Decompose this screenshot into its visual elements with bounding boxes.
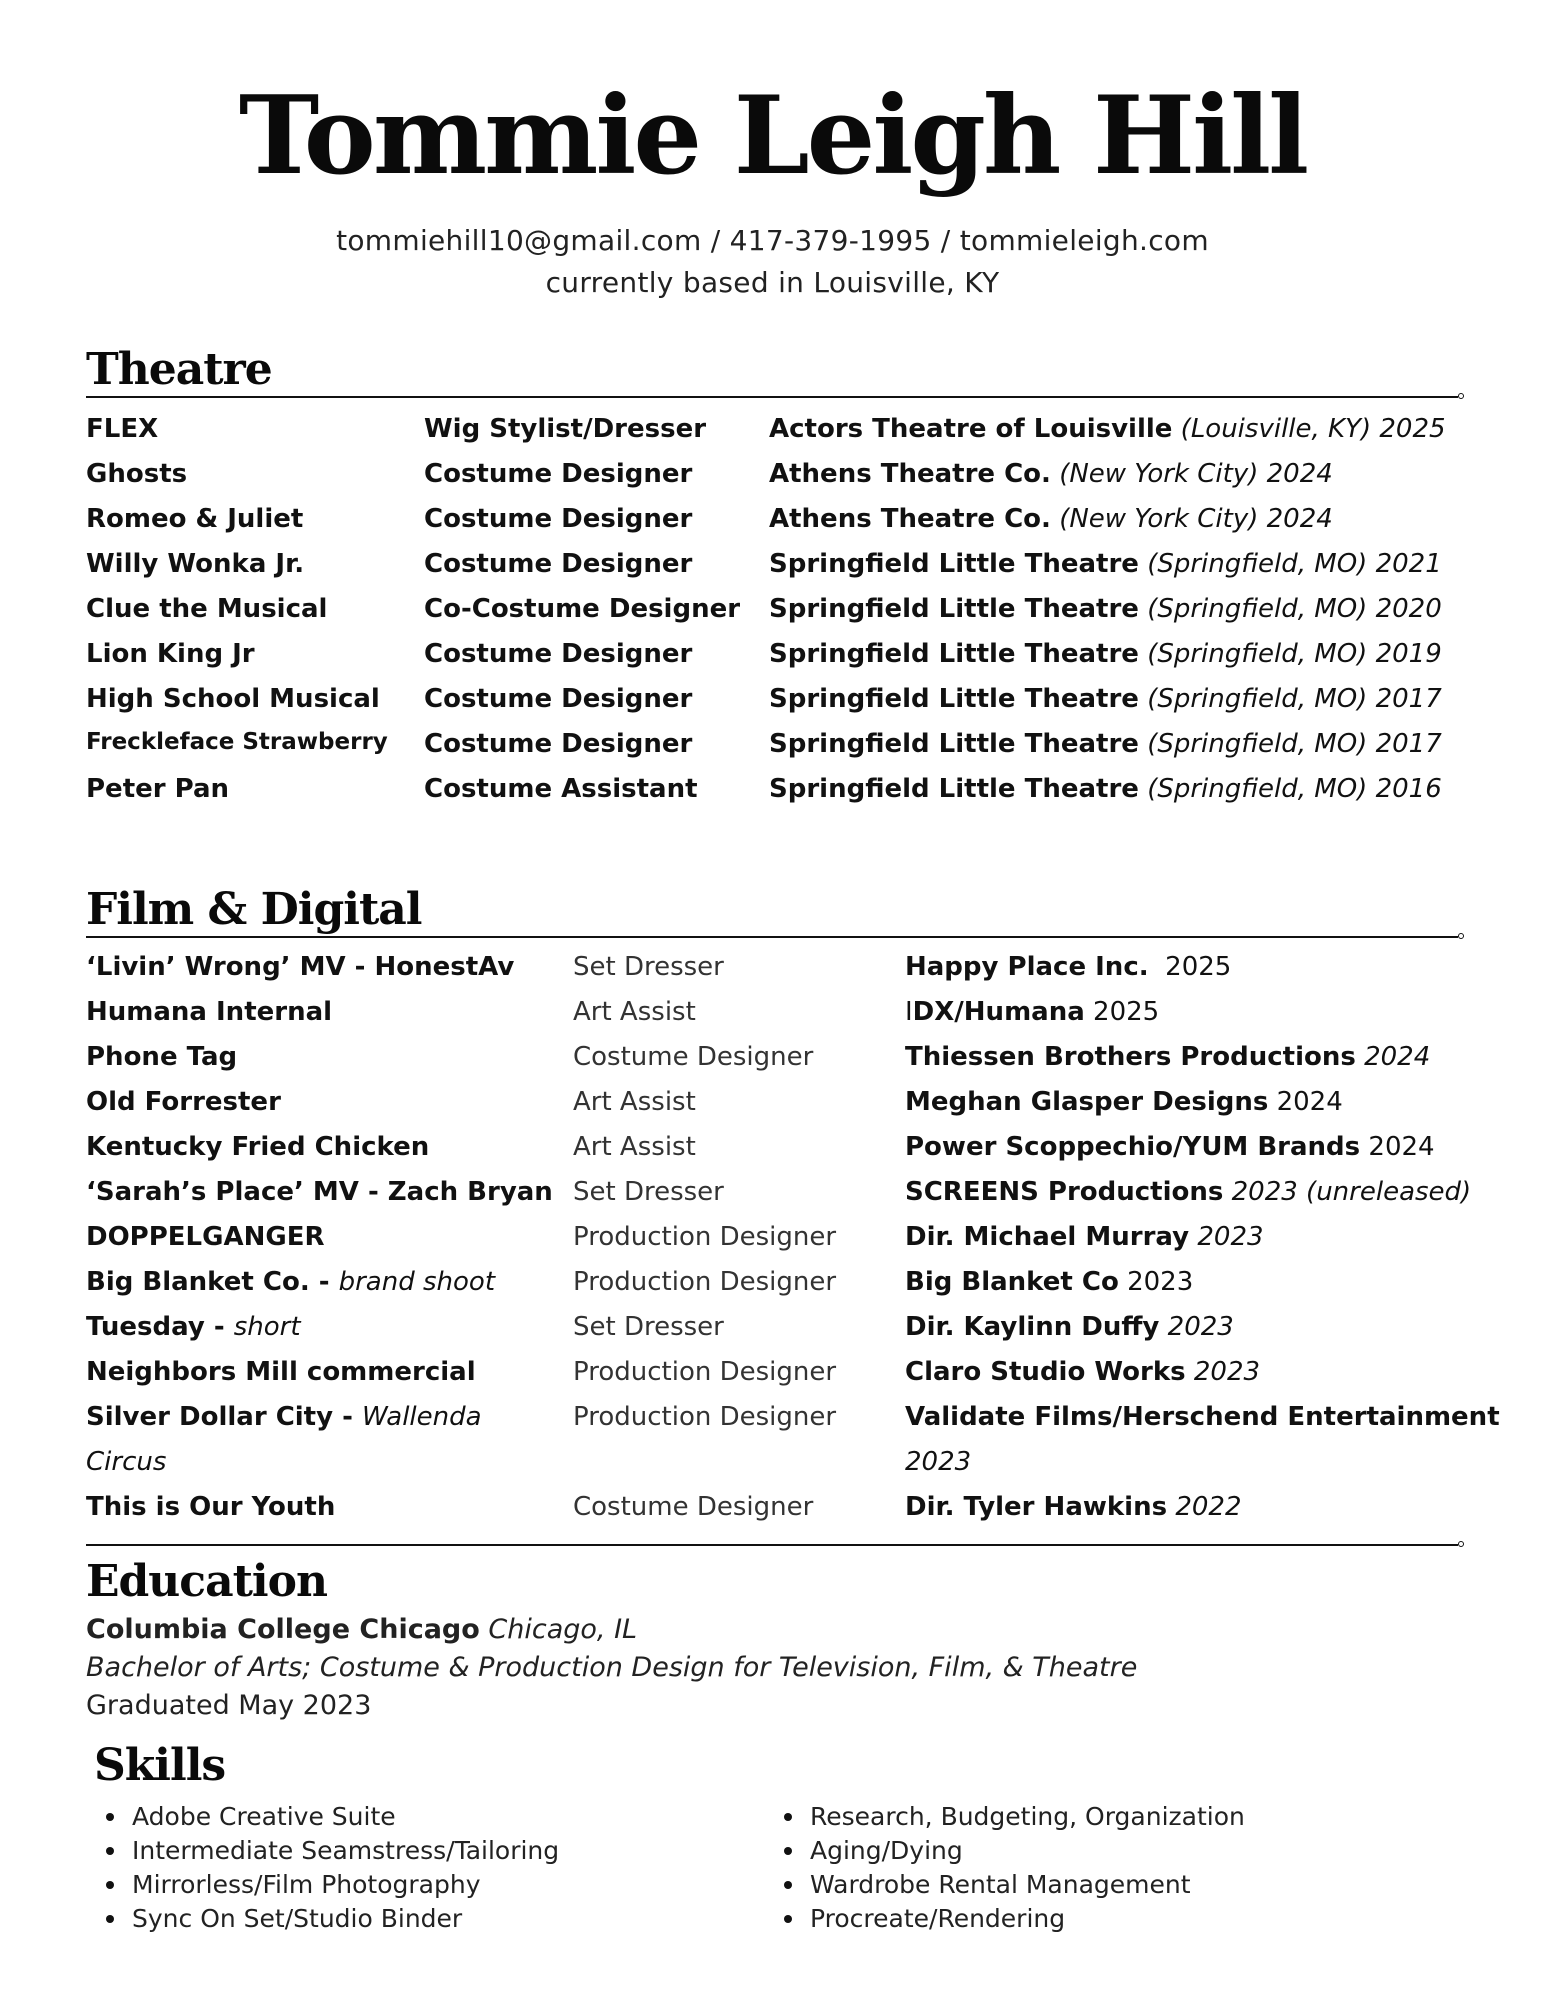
film-heading: Film & Digital <box>86 884 422 935</box>
company: DX/Humana <box>912 997 1085 1027</box>
role: Set Dresser <box>573 1177 724 1207</box>
company: SCREENS Productions <box>905 1177 1224 1207</box>
project-title <box>86 1402 482 1432</box>
role: Costume Designer <box>424 549 693 579</box>
year: 2024 <box>1368 1132 1435 1162</box>
year: 2025 <box>1165 952 1232 982</box>
show-title: Willy Wonka Jr. <box>86 549 305 579</box>
project-title <box>86 1312 301 1342</box>
role: Co-Costume Designer <box>424 594 741 624</box>
year: 2023 <box>1127 1267 1194 1297</box>
location-year: (Springfield, MO) 2021 <box>1147 549 1442 579</box>
theatre-divider <box>86 396 1458 398</box>
degree-text: Bachelor of Arts; Costume & Production Design for Television, Film, & Theatre <box>86 1652 1138 1683</box>
company-detail <box>769 414 1446 444</box>
company-detail <box>769 774 1442 804</box>
location-year: (Springfield, MO) 2017 <box>1147 684 1442 714</box>
contact-line: tommiehill10@gmail.com / 417-379-1995 / tommieleigh.com <box>336 224 1209 257</box>
year: 2024 <box>1364 1042 1431 1072</box>
project-title: ‘Livin’ Wrong’ MV - HonestAv <box>86 952 515 982</box>
year: 2022 <box>1175 1492 1242 1522</box>
role: Set Dresser <box>573 1312 724 1342</box>
role: Production Designer <box>573 1267 837 1297</box>
skills-heading: Skills <box>94 1740 226 1791</box>
show-title: Lion King Jr <box>86 639 255 669</box>
show-title: Ghosts <box>86 459 188 489</box>
company: Springfield Little Theatre <box>769 684 1139 714</box>
project-title <box>86 1267 495 1297</box>
company-detail <box>905 1267 1193 1297</box>
role: Wig Stylist/Dresser <box>424 414 707 444</box>
role: Production Designer <box>573 1402 837 1432</box>
company: Springfield Little Theatre <box>769 549 1139 579</box>
location-year: (New York City) 2024 <box>1059 504 1333 534</box>
education-graduated: Graduated May 2023 <box>86 1690 372 1721</box>
company-detail <box>769 459 1333 489</box>
year: 2023 <box>1193 1357 1261 1387</box>
school-location: Chicago, IL <box>488 1614 638 1645</box>
year-continued <box>905 1447 971 1477</box>
company: Athens Theatre Co. <box>769 504 1051 534</box>
location-year: (Springfield, MO) 2016 <box>1147 774 1442 804</box>
skills-list-right <box>774 1800 1245 1936</box>
title-note: Wallenda <box>361 1402 482 1432</box>
project-title-continued <box>86 1447 166 1477</box>
role: Art Assist <box>573 1087 696 1117</box>
role: Production Designer <box>573 1357 837 1387</box>
project-title: Neighbors Mill commercial <box>86 1357 476 1387</box>
project-title: Old Forrester <box>86 1087 281 1117</box>
company-detail <box>905 1042 1430 1072</box>
role: Costume Designer <box>424 639 693 669</box>
skill-item: Mirrorless/Film Photography <box>96 1868 559 1902</box>
show-title: FLEX <box>86 414 159 444</box>
location-year: (Springfield, MO) 2019 <box>1147 639 1442 669</box>
company: Claro Studio Works <box>905 1357 1186 1387</box>
education-school-line <box>86 1614 637 1645</box>
show-title: Romeo & Juliet <box>86 504 304 534</box>
company: Dir. Tyler Hawkins <box>905 1492 1168 1522</box>
company-detail <box>769 549 1442 579</box>
role: Costume Designer <box>424 459 693 489</box>
company-detail <box>769 729 1442 759</box>
year: 2025 <box>1093 997 1160 1027</box>
company-prefix: I <box>905 997 913 1027</box>
company: Springfield Little Theatre <box>769 774 1139 804</box>
skills-list-left <box>96 1800 559 1936</box>
company-detail <box>769 639 1442 669</box>
company-detail <box>905 1492 1242 1522</box>
title-note: brand shoot <box>338 1267 496 1297</box>
skill-item: Intermediate Seamstress/Tailoring <box>96 1834 559 1868</box>
role: Production Designer <box>573 1222 837 1252</box>
role: Set Dresser <box>573 952 724 982</box>
company: Thiessen Brothers Productions <box>905 1042 1356 1072</box>
year: 2024 <box>1276 1087 1343 1117</box>
project-title: Humana Internal <box>86 997 333 1027</box>
project-title: DOPPELGANGER <box>86 1222 325 1252</box>
location-year: (New York City) 2024 <box>1059 459 1333 489</box>
title-note-continued: Circus <box>86 1447 167 1477</box>
company-detail <box>905 1177 1471 1207</box>
company: Big Blanket Co <box>905 1267 1119 1297</box>
role: Costume Designer <box>573 1042 814 1072</box>
education-heading: Education <box>86 1556 327 1607</box>
skill-item: Research, Budgeting, Organization <box>774 1800 1245 1834</box>
company-detail <box>905 1222 1264 1252</box>
location-year: (Louisville, KY) 2025 <box>1180 414 1446 444</box>
title-note: short <box>233 1312 301 1342</box>
company-detail <box>905 1357 1260 1387</box>
role: Art Assist <box>573 1132 696 1162</box>
role: Costume Assistant <box>424 774 698 804</box>
show-title: Clue the Musical <box>86 594 328 624</box>
project-title: Phone Tag <box>86 1042 238 1072</box>
skill-item: Wardrobe Rental Management <box>774 1868 1245 1902</box>
title-main: Silver Dollar City - <box>86 1402 353 1432</box>
year: 2023 (unreleased) <box>1231 1177 1472 1207</box>
company: Springfield Little Theatre <box>769 729 1139 759</box>
company: Actors Theatre of Louisville <box>769 414 1173 444</box>
company: Springfield Little Theatre <box>769 639 1139 669</box>
project-title: This is Our Youth <box>86 1492 336 1522</box>
company: Meghan Glasper Designs <box>905 1087 1269 1117</box>
show-title: High School Musical <box>86 684 380 714</box>
year: 2023 <box>1167 1312 1234 1342</box>
role: Art Assist <box>573 997 696 1027</box>
year: 2023 <box>1197 1222 1264 1252</box>
skill-item: Procreate/Rendering <box>774 1902 1245 1936</box>
company: Dir. Michael Murray <box>905 1222 1190 1252</box>
year: 2023 <box>905 1447 972 1477</box>
company: Athens Theatre Co. <box>769 459 1051 489</box>
title-main: Big Blanket Co. - <box>86 1267 330 1297</box>
company: Dir. Kaylinn Duffy <box>905 1312 1160 1342</box>
role: Costume Designer <box>424 684 693 714</box>
show-title: Peter Pan <box>86 774 230 804</box>
film-divider <box>86 936 1458 938</box>
company-detail <box>905 1402 1500 1432</box>
school-name: Columbia College Chicago <box>86 1614 480 1645</box>
project-title: Kentucky Fried Chicken <box>86 1132 430 1162</box>
company: Power Scoppechio/YUM Brands <box>905 1132 1361 1162</box>
location-line: currently based in Louisville, KY <box>545 266 1000 299</box>
skill-item: Sync On Set/Studio Binder <box>96 1902 559 1936</box>
theatre-heading: Theatre <box>86 344 272 395</box>
location-year: (Springfield, MO) 2020 <box>1147 594 1442 624</box>
role: Costume Designer <box>573 1492 814 1522</box>
title-main: Tuesday - <box>86 1312 225 1342</box>
company: Validate Films/Herschend Entertainment <box>905 1402 1500 1432</box>
education-degree <box>86 1652 1137 1683</box>
company-detail <box>769 684 1442 714</box>
skill-item: Adobe Creative Suite <box>96 1800 559 1834</box>
company-detail <box>905 1087 1343 1117</box>
company-detail <box>769 594 1442 624</box>
company-detail <box>905 952 1231 982</box>
film-bottom-divider <box>86 1544 1458 1546</box>
show-title: Freckleface Strawberry <box>86 729 388 755</box>
location-year: (Springfield, MO) 2017 <box>1147 729 1442 759</box>
company-detail <box>905 1132 1435 1162</box>
skill-item: Aging/Dying <box>774 1834 1245 1868</box>
company-detail <box>769 504 1333 534</box>
resume-name: Tommie Leigh Hill <box>238 73 1307 199</box>
project-title: ‘Sarah’s Place’ MV - Zach Bryan <box>86 1177 553 1207</box>
role: Costume Designer <box>424 729 693 759</box>
company-detail <box>905 1312 1234 1342</box>
company: Springfield Little Theatre <box>769 594 1139 624</box>
role: Costume Designer <box>424 504 693 534</box>
company: Happy Place Inc. <box>905 952 1149 982</box>
company-detail <box>905 997 1159 1027</box>
